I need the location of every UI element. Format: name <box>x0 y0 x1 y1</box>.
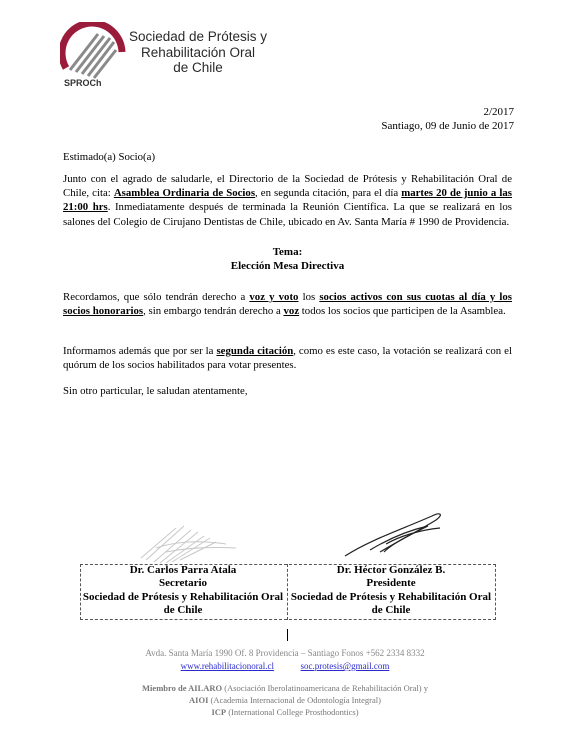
org-name-line3: de Chile <box>173 60 223 75</box>
topic-label: Tema: <box>272 246 303 258</box>
ailaro-label: Miembro de AILARO <box>142 683 223 693</box>
p2-text-2: los <box>298 291 320 303</box>
ailaro-desc: (Asociación Iberolatinoamericana de Rehabilitación Oral) y <box>222 683 428 693</box>
aioi-label: AIOI <box>189 695 209 705</box>
text-cursor <box>287 629 288 641</box>
org-abbreviation: SPROCh <box>64 78 102 88</box>
aioi-desc: (Academia Internacional de Odontología Integral) <box>208 695 381 705</box>
eligible-members: socios activos con sus cuotas al día y los socios honorarios <box>63 291 512 318</box>
signature-right <box>288 564 494 618</box>
paragraph-citation <box>63 172 512 229</box>
assembly-name: Asamblea Ordinaria de Socios <box>113 187 256 200</box>
p3-text: Informamos además que por ser la <box>63 345 217 357</box>
president-org-line1: Sociedad de Prótesis y Rehabilitación Oral <box>290 590 492 603</box>
signature-right-image <box>340 500 470 566</box>
p1-text-3: . Inmediatamente después de terminada la Reunión Científica. La que se realizará en los salones del Colegio de Cirujano Dentistas de Chile, ubicado en Av. Santa María # 1990 de Providencia. <box>63 201 513 228</box>
p2-text-4: todos los socios que participen de la Asamblea. <box>299 305 506 318</box>
paragraph-quorum <box>63 344 512 372</box>
footer-aioi <box>0 695 570 705</box>
president-role: Presidente <box>366 577 416 590</box>
secretary-name: Dr. Carlos Parra Atala <box>129 564 237 576</box>
voice-only: voz <box>283 305 300 318</box>
president-org-line2: de Chile <box>371 603 411 616</box>
p2-text: Recordamos, que sólo tendrán derecho a <box>63 291 250 303</box>
secretary-org-line2: de Chile <box>163 603 203 616</box>
secretary-org-line1: Sociedad de Prótesis y Rehabilitación Oral <box>82 590 284 603</box>
voice-and-vote: voz y voto <box>249 291 299 303</box>
org-name-line2: Rehabilitación Oral <box>140 44 256 60</box>
closing: Sin otro particular, le saludan atentamente, <box>63 385 248 397</box>
document-number: 2/2017 <box>483 106 514 118</box>
greeting: Estimado(a) Socio(a) <box>63 151 156 163</box>
footer-links <box>0 661 570 671</box>
p2-text-3: , sin embargo tendrán derecho a <box>143 305 284 318</box>
p1-text: Junto con el agrado de saludarle, el Directorio de la Sociedad de Prótesis y Rehabilitación Oral de Chile, cita: <box>63 173 512 200</box>
p3-text-2: , como es este caso, la votación se realizará con el quórum de los socios habilitados para votar presentes. <box>63 345 512 372</box>
icp-desc: (International College Prosthodontics) <box>226 707 359 717</box>
signature-left <box>80 564 286 618</box>
footer-icp <box>0 707 570 717</box>
paragraph-voting-rights <box>63 290 512 318</box>
p1-text-2: , en segunda citación, para el día <box>255 187 402 200</box>
topic-value: Elección Mesa Directiva <box>230 260 345 272</box>
president-name: Dr. Héctor González B. <box>336 564 446 576</box>
date-line: Santiago, 09 de Junio de 2017 <box>381 120 514 132</box>
org-name-line1: Sociedad de Prótesis y <box>128 29 268 44</box>
footer-address: Avda. Santa María 1990 Of. 8 Providencia – Santiago Fonos +562 2334 8332 <box>145 648 425 658</box>
email-link[interactable]: soc.protesis@gmail.com <box>300 661 390 671</box>
icp-label: ICP <box>211 707 227 717</box>
meeting-datetime: martes 20 de junio a las 21:00 hrs <box>63 187 512 214</box>
website-link[interactable]: www.rehabilitacionoral.cl <box>180 661 275 671</box>
second-citation: segunda citación <box>216 345 294 357</box>
secretary-role: Secretario <box>158 577 208 590</box>
signature-left-image <box>136 508 246 566</box>
footer-membership <box>0 683 570 693</box>
org-name <box>118 29 278 76</box>
